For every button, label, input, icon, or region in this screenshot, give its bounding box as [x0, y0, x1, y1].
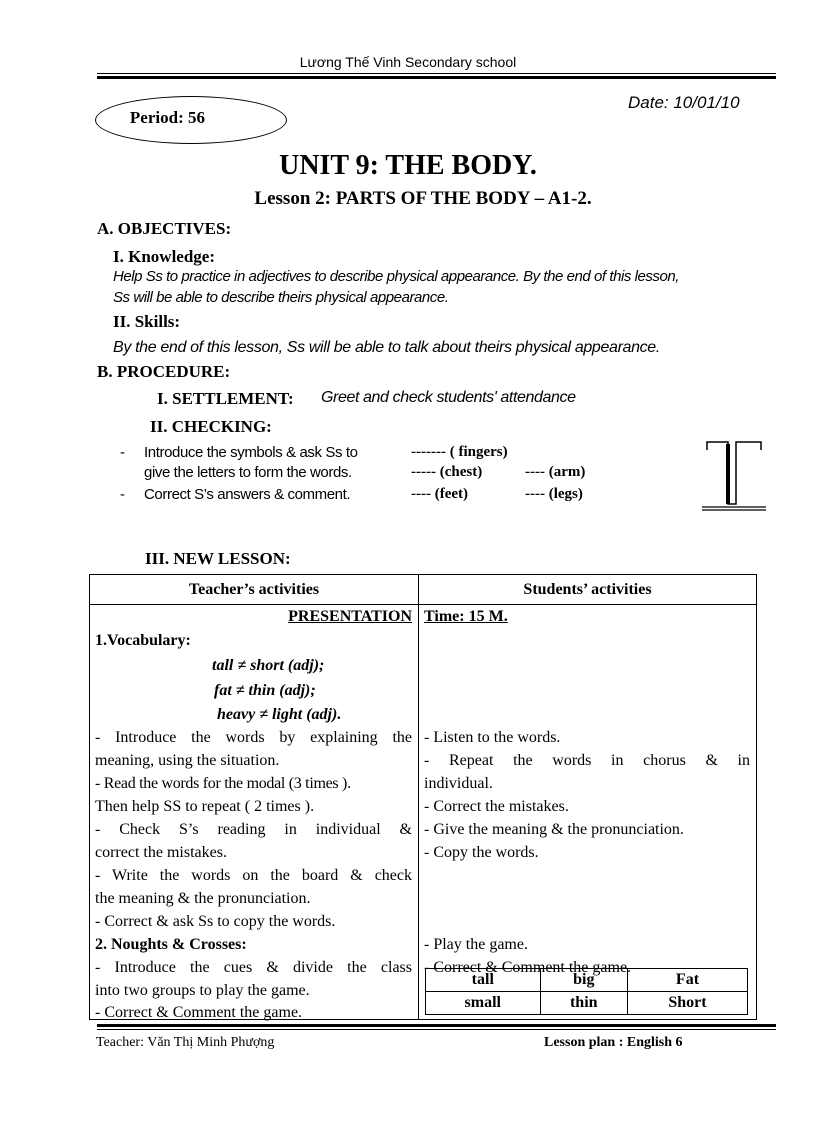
students-header: Students’ activities — [419, 575, 757, 605]
bullet-dash: - — [120, 486, 125, 503]
checking-bullet-1b: give the letters to form the words. — [144, 464, 352, 481]
checking-bullet-1a: Introduce the symbols & ask Ss to — [144, 444, 358, 461]
school-header: Lương Thế Vinh Secondary school — [299, 54, 517, 70]
lesson-plan-label: Lesson plan : English 6 — [544, 1035, 683, 1050]
game-grid — [425, 968, 748, 1015]
word-chest: ----- (chest) — [411, 464, 483, 480]
student-step-2a: - Repeat the words in chorus & in — [424, 752, 750, 769]
period-label: Period: 56 — [129, 108, 205, 127]
student-step-4: - Give the meaning & the pronunciation. — [424, 821, 684, 838]
grid-cell: thin — [540, 992, 627, 1015]
student-step-5: - Copy the words. — [424, 844, 539, 861]
time-label: Time: 15 M. — [424, 608, 508, 625]
teacher-step-4b: the meaning & the pronunciation. — [95, 890, 311, 907]
vocab-item-1: tall ≠ short (adj); — [212, 657, 325, 674]
grid-cell: Short — [627, 992, 747, 1015]
teacher-step-3b: correct the mistakes. — [95, 844, 227, 861]
grid-cell: big — [540, 969, 627, 992]
knowledge-heading: I. Knowledge: — [113, 247, 215, 266]
student-step-3: - Correct the mistakes. — [424, 798, 569, 815]
teacher-step-5: - Correct & ask Ss to copy the words. — [95, 913, 336, 930]
header-rule-thick — [97, 76, 776, 79]
game-heading: 2. Noughts & Crosses: — [95, 936, 247, 953]
student-step-2b: individual. — [424, 775, 493, 792]
teacher-step-6b: into two groups to play the game. — [95, 982, 310, 999]
activities-table — [89, 574, 757, 1020]
checking-bullet-2: Correct S’s answers & comment. — [144, 486, 351, 503]
settlement-text: Greet and check students' attendance — [321, 389, 576, 406]
symbol-figure — [700, 438, 770, 514]
bullet-dash: - — [120, 444, 125, 461]
teacher-cell — [90, 605, 419, 1020]
objectives-heading: A. OBJECTIVES: — [97, 219, 232, 238]
student-step-7: - Correct & Comment the game. — [424, 959, 632, 976]
knowledge-text-2: Ss will be able to describe theirs physical appearance. — [113, 289, 449, 306]
skills-text: By the end of this lesson, Ss will be able to talk about theirs physical appearance. — [113, 339, 660, 356]
lesson-title: Lesson 2: PARTS OF THE BODY – A1-2. — [254, 188, 592, 209]
settlement-label: I. SETTLEMENT: — [157, 389, 294, 408]
unit-title: UNIT 9: THE BODY. — [279, 150, 537, 181]
students-cell — [419, 605, 757, 1020]
header-rule-thin — [97, 73, 776, 74]
teacher-step-7: - Correct & Comment the game. — [95, 1004, 303, 1021]
teacher-header: Teacher’s activities — [90, 575, 419, 605]
footer-rule-thick — [97, 1024, 776, 1027]
student-step-6: - Play the game. — [424, 936, 528, 953]
teacher-step-1a: - Introduce the words by explaining the — [95, 729, 412, 746]
date-label: Date: 10/01/10 — [628, 93, 740, 112]
teacher-step-6a: - Introduce the cues & divide the class — [95, 959, 412, 976]
footer-rule-thin — [97, 1029, 776, 1030]
knowledge-text-1: Help Ss to practice in adjectives to describe physical appearance. By the end of this lesson, — [113, 268, 679, 285]
teacher-step-1b: meaning, using the situation. — [95, 752, 280, 769]
teacher-name: Teacher: Văn Thị Minh Phượng — [96, 1035, 275, 1050]
teacher-step-2a: - Read the words for the modal (3 times ). — [95, 775, 351, 792]
word-arm: ---- (arm) — [525, 464, 586, 480]
word-fingers: ------- ( fingers) — [411, 444, 508, 460]
procedure-heading: B. PROCEDURE: — [97, 362, 231, 381]
vocabulary-heading: 1.Vocabulary: — [95, 632, 191, 649]
presentation-label: PRESENTATION — [288, 608, 412, 625]
grid-cell: Fat — [627, 969, 747, 992]
word-feet: ---- (feet) — [411, 486, 469, 502]
grid-cell: tall — [426, 969, 541, 992]
skills-heading: II. Skills: — [113, 312, 181, 331]
student-step-1: - Listen to the words. — [424, 729, 561, 746]
teacher-step-4a: - Write the words on the board & check — [95, 867, 412, 884]
teacher-step-3a: - Check S’s reading in individual & — [95, 821, 412, 838]
vocab-item-3: heavy ≠ light (adj). — [217, 706, 342, 723]
teacher-step-2b: Then help SS to repeat ( 2 times ). — [95, 798, 315, 815]
checking-label: II. CHECKING: — [150, 417, 272, 436]
word-legs: ---- (legs) — [525, 486, 583, 502]
newlesson-label: III. NEW LESSON: — [145, 549, 291, 568]
grid-cell: small — [426, 992, 541, 1015]
vocab-item-2: fat ≠ thin (adj); — [214, 682, 316, 699]
